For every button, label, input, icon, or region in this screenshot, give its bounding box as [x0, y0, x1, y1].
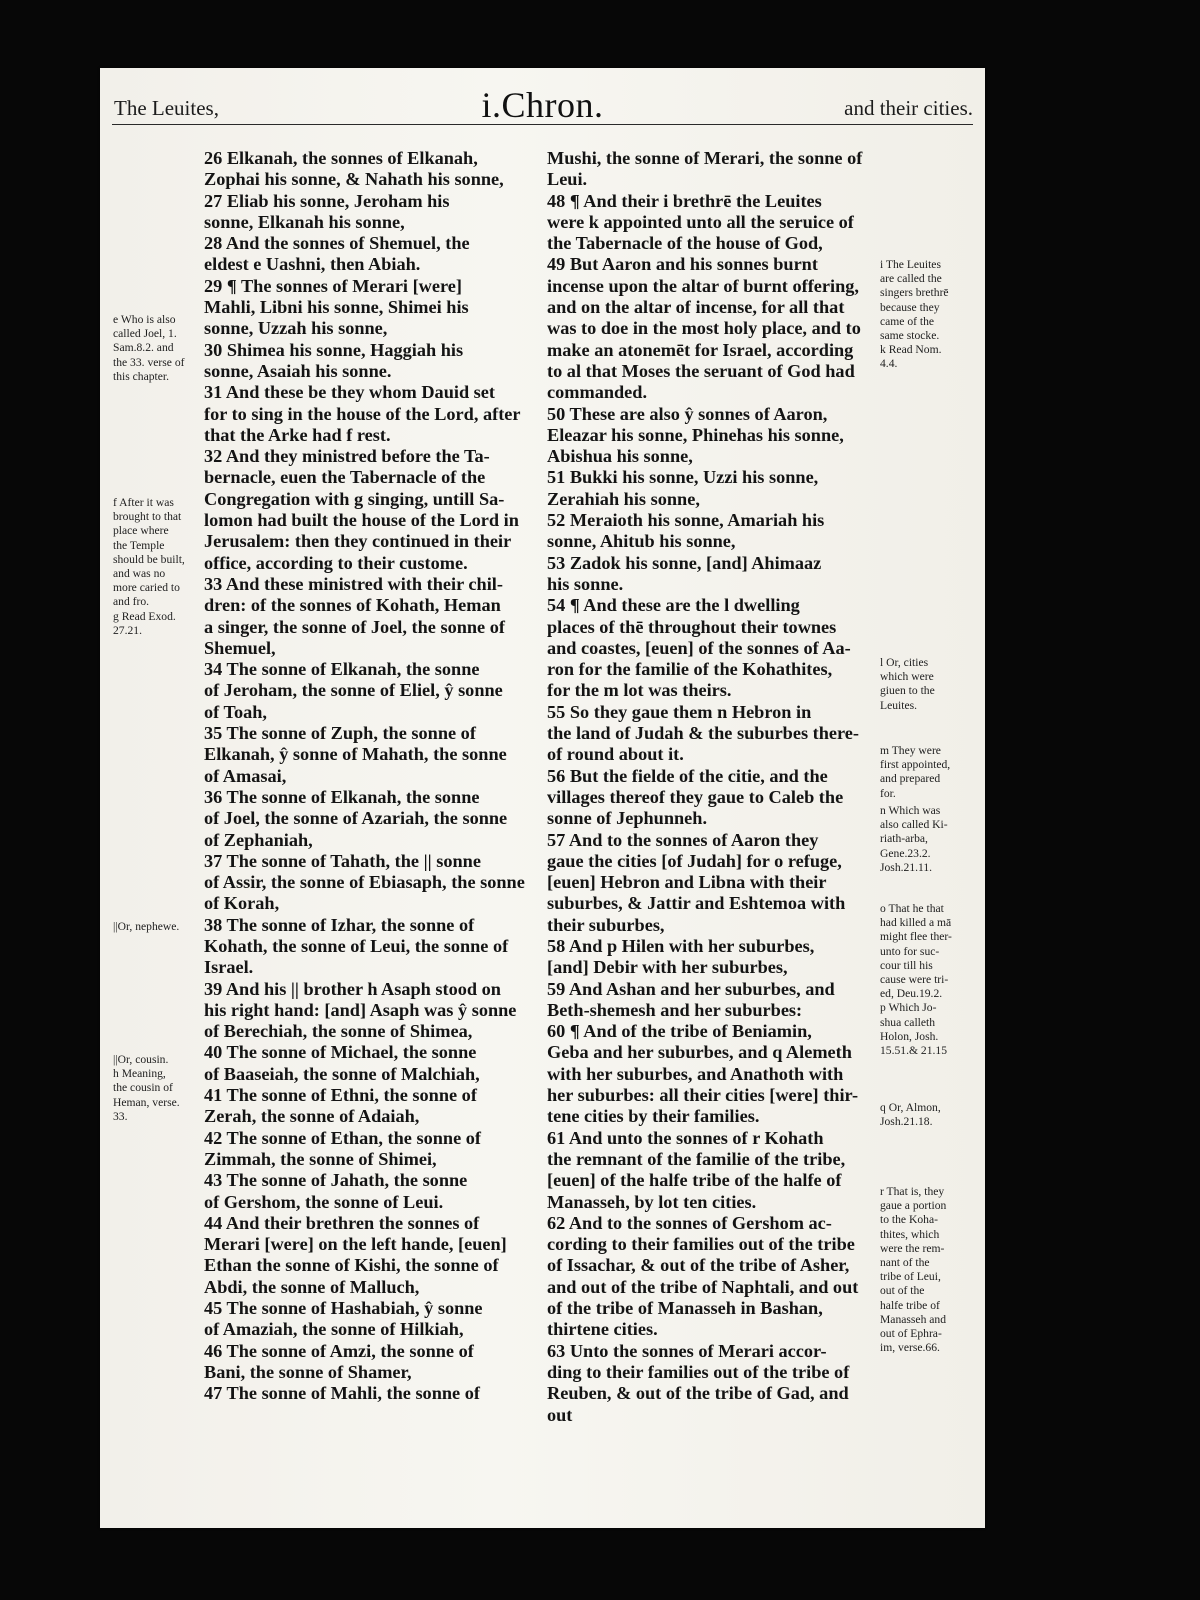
verse-line: [euen] of the halfe tribe of the halfe of	[547, 1170, 842, 1191]
verse-line: of Baaseiah, the sonne of Malchiah,	[204, 1063, 480, 1084]
verse-line: 36 The sonne of Elkanah, the sonne	[204, 786, 480, 807]
margin-note	[880, 1101, 980, 1129]
margin-note-line: singers brethrē	[880, 286, 949, 300]
margin-note-line: unto for suc-	[880, 944, 940, 958]
verse-line: Shemuel,	[204, 637, 276, 658]
verse-line: Beth-shemesh and her suburbes:	[547, 999, 803, 1020]
verse-line: 46 The sonne of Amzi, the sonne of	[204, 1340, 474, 1361]
margin-note-line: halfe tribe of	[880, 1298, 940, 1312]
verse-line: bernacle, euen the Tabernacle of the	[204, 467, 486, 488]
verse-line: that the Arke had f rest.	[204, 424, 391, 445]
margin-note-line: 33.	[113, 1109, 128, 1123]
verse-line: Elkanah, ŷ sonne of Mahath, the sonne	[204, 744, 507, 765]
verse-line: 38 The sonne of Izhar, the sonne of	[204, 914, 475, 935]
margin-note	[880, 258, 980, 372]
verse-line: 55 So they gaue them n Hebron in	[547, 701, 812, 722]
margin-note-line: and prepared	[880, 772, 941, 786]
verse-line: lomon had built the house of the Lord in	[204, 510, 519, 531]
verse-line: of Joel, the sonne of Azariah, the sonne	[204, 808, 508, 829]
margin-note-line: for.	[880, 786, 896, 800]
verse-line: Israel.	[204, 957, 254, 978]
verse-line: their suburbes,	[547, 914, 665, 935]
verse-line: and out of the tribe of Naphtali, and out	[547, 1276, 859, 1297]
margin-note-line: and fro.	[113, 595, 150, 609]
margin-note-line: ed, Deu.19.2.	[880, 987, 943, 1001]
verse-line: and coastes, [euen] of the sonnes of Aa-	[547, 637, 851, 658]
margin-note-line: because they	[880, 300, 940, 314]
margin-note-line: first appointed,	[880, 758, 951, 772]
margin-note-line: had killed a mā	[880, 916, 952, 930]
margin-note-line: this chapter.	[113, 369, 170, 383]
verse-line: of Gershom, the sonne of Leui.	[204, 1191, 444, 1212]
margin-note-line: im, verse.66.	[880, 1341, 940, 1355]
verse-line: Jerusalem: then they continued in their	[204, 531, 512, 552]
margin-note-line: riath-arba,	[880, 832, 928, 846]
verse-line: 47 The sonne of Mahli, the sonne of	[204, 1383, 480, 1404]
verse-line: Bani, the sonne of Shamer,	[204, 1361, 412, 1382]
margin-note-line: 15.51.& 21.15	[880, 1044, 947, 1058]
margin-note-line: which were	[880, 670, 934, 684]
verse-line: out	[547, 1404, 573, 1425]
verse-line: eldest e Uashni, then Abiah.	[204, 254, 421, 275]
verse-line: 56 But the fielde of the citie, and the	[547, 765, 828, 786]
verse-line: of Toah,	[204, 701, 268, 722]
margin-note-line: h Meaning,	[113, 1067, 166, 1081]
margin-note-line: shua calleth	[880, 1015, 936, 1029]
verse-line: 61 And unto the sonnes of r Kohath	[547, 1127, 824, 1148]
margin-note-line: cause were tri-	[880, 973, 949, 987]
verse-line: 51 Bukki his sonne, Uzzi his sonne,	[547, 467, 819, 488]
verse-line: [euen] Hebron and Libna with their	[547, 872, 827, 893]
verse-line: 41 The sonne of Ethni, the sonne of	[204, 1085, 477, 1106]
margin-note-line: Gene.23.2.	[880, 846, 931, 860]
margin-note-line: Josh.21.18.	[880, 1115, 933, 1129]
margin-note-line: the 33. verse of	[113, 355, 185, 369]
verse-line: sonne of Jephunneh.	[547, 808, 708, 829]
margin-note-line: Holon, Josh.	[880, 1029, 939, 1043]
margin-note	[880, 804, 980, 875]
verse-line: 48 ¶ And their i brethrē the Leuites	[547, 190, 822, 211]
verse-line: his sonne.	[547, 573, 624, 594]
verse-line: 44 And their brethren the sonnes of	[204, 1212, 480, 1233]
margin-note-line: brought to that	[113, 510, 182, 524]
verse-line: her suburbes: all their cities [were] thir-	[547, 1085, 859, 1106]
margin-note-line: are called the	[880, 272, 942, 286]
margin-note-line: also called Ki-	[880, 818, 948, 832]
verse-line: the remnant of the familie of the tribe,	[547, 1148, 846, 1169]
margin-note-line: the cousin of	[113, 1081, 173, 1095]
margin-note-line: Heman, verse.	[113, 1095, 180, 1109]
verse-line: [and] Debir with her suburbes,	[547, 957, 788, 978]
verse-line: 62 And to the sonnes of Gershom ac-	[547, 1212, 832, 1233]
verse-line: 31 And these be they whom Dauid set	[204, 382, 495, 403]
verse-line: 29 ¶ The sonnes of Merari [were]	[204, 275, 462, 296]
verse-line: 52 Meraioth his sonne, Amariah his	[547, 510, 825, 531]
verse-line: 26 Elkanah, the sonnes of Elkanah,	[204, 148, 478, 168]
verse-line: of round about it.	[547, 744, 684, 765]
margin-note	[113, 496, 205, 638]
verse-line: with her suburbes, and Anathoth with	[547, 1063, 844, 1084]
margin-note-line: ||Or, nephewe.	[113, 920, 180, 933]
verse-line: 28 And the sonnes of Shemuel, the	[204, 233, 470, 254]
verse-line: sonne, Elkanah his sonne,	[204, 211, 405, 232]
verse-line: thirtene cities.	[547, 1319, 658, 1340]
margin-note-line: f After it was	[113, 496, 174, 509]
margin-note-line: called Joel, 1.	[113, 327, 177, 341]
verse-line: of Amaziah, the sonne of Hilkiah,	[204, 1319, 464, 1340]
margin-note-line: r That is, they	[880, 1185, 945, 1198]
verse-line: 57 And to the sonnes of Aaron they	[547, 829, 819, 850]
margin-note	[880, 902, 980, 1058]
verse-line: 32 And they ministred before the Ta-	[204, 446, 490, 467]
verse-line: 33 And these ministred with their chil-	[204, 573, 503, 594]
margin-note-line: more caried to	[113, 581, 180, 595]
margin-note-line: nant of the	[880, 1256, 930, 1270]
verse-line: Reuben, & out of the tribe of Gad, and	[547, 1383, 849, 1404]
margin-note-line: i The Leuites	[880, 258, 941, 271]
verse-line: of the tribe of Manasseh in Bashan,	[547, 1298, 823, 1319]
verse-line: Eleazar his sonne, Phinehas his sonne,	[547, 424, 844, 445]
verse-line: 53 Zadok his sonne, [and] Ahimaaz	[547, 552, 822, 573]
verse-line: 54 ¶ And these are the l dwelling	[547, 595, 800, 616]
verse-line: 39 And his || brother h Asaph stood on	[204, 978, 501, 999]
verse-line: sonne, Ahitub his sonne,	[547, 531, 736, 552]
margin-note-line: should be built,	[113, 552, 185, 566]
verse-line: Ethan the sonne of Kishi, the sonne of	[204, 1255, 499, 1276]
margin-note-line: out of Ephra-	[880, 1327, 942, 1341]
margin-note-line: giuen to the	[880, 684, 935, 698]
verse-line: 60 ¶ And of the tribe of Beniamin,	[547, 1021, 812, 1042]
margin-note	[880, 744, 980, 801]
margin-note	[113, 920, 205, 934]
verse-line: Abishua his sonne,	[547, 446, 693, 467]
verse-line: of Korah,	[204, 893, 280, 914]
running-head-left: The Leuites,	[114, 96, 219, 120]
margin-note-line: 27.21.	[113, 623, 142, 637]
verse-line: Abdi, the sonne of Malluch,	[204, 1276, 420, 1297]
book-title: i.Chron.	[481, 85, 604, 125]
verse-line: Leui.	[547, 169, 588, 190]
verse-line: ron for the familie of the Kohathites,	[547, 659, 833, 680]
running-head-right: and their cities.	[844, 96, 973, 120]
margin-note-line: l Or, cities	[880, 656, 929, 669]
verse-line: Geba and her suburbes, and q Alemeth	[547, 1042, 852, 1063]
margin-note-line: ||Or, cousin.	[113, 1053, 169, 1066]
verse-line: 43 The sonne of Jahath, the sonne	[204, 1170, 468, 1191]
margin-note-line: m They were	[880, 744, 941, 757]
verse-line: the land of Judah & the suburbes there-	[547, 723, 860, 744]
verse-line: his right hand: [and] Asaph was ŷ sonne	[204, 999, 517, 1020]
verse-line: of Issachar, & out of the tribe of Asher,	[547, 1255, 850, 1276]
verse-line: Congregation with g singing, untill Sa-	[204, 488, 505, 509]
verse-line: ding to their families out of the tribe of	[547, 1361, 850, 1382]
verse-line: the Tabernacle of the house of God,	[547, 233, 823, 254]
verse-line: 40 The sonne of Michael, the sonne	[204, 1042, 477, 1063]
margin-note-line: p Which Jo-	[880, 1001, 937, 1015]
verse-line: 27 Eliab his sonne, Jeroham his	[204, 190, 450, 211]
running-head	[112, 84, 973, 125]
margin-note-line: gaue a portion	[880, 1199, 947, 1213]
margin-note	[113, 1053, 205, 1124]
margin-note-line: Leuites.	[880, 698, 918, 712]
verse-line: and on the altar of incense, for all that	[547, 297, 845, 318]
margin-note-line: thites, which	[880, 1227, 940, 1241]
verse-line: Zimmah, the sonne of Shimei,	[204, 1148, 437, 1169]
verse-line: of Zephaniah,	[204, 829, 313, 850]
verse-line: places of thē throughout their townes	[547, 616, 837, 637]
verse-line: Zophai his sonne, & Nahath his sonne,	[204, 169, 504, 190]
verse-line: Manasseh, by lot ten cities.	[547, 1191, 757, 1212]
margin-note-line: the Temple	[113, 538, 165, 552]
verse-line: office, according to their custome.	[204, 552, 468, 573]
verse-line: for to sing in the house of the Lord, after	[204, 403, 521, 424]
verse-line: 58 And p Hilen with her suburbes,	[547, 935, 815, 956]
verse-line: was to doe in the most holy place, and to	[547, 318, 861, 339]
verse-line: 42 The sonne of Ethan, the sonne of	[204, 1127, 481, 1148]
margin-note-line: out of the	[880, 1284, 925, 1298]
margin-note-line: were the rem-	[880, 1241, 945, 1255]
verse-line: 63 Unto the sonnes of Merari accor-	[547, 1340, 827, 1361]
verse-line: Mushi, the sonne of Merari, the sonne of	[547, 148, 863, 168]
verse-line: to al that Moses the seruant of God had	[547, 360, 855, 381]
bible-page	[100, 68, 985, 1528]
margin-note-line: q Or, Almon,	[880, 1101, 941, 1114]
margin-note	[880, 656, 980, 713]
verse-line: of Assir, the sonne of Ebiasaph, the sonne	[204, 872, 525, 893]
verse-line: 49 But Aaron and his sonnes burnt	[547, 254, 818, 275]
verse-line: Merari [were] on the left hande, [euen]	[204, 1234, 507, 1255]
margin-note-line: Manasseh and	[880, 1312, 947, 1326]
verse-line: Zerahiah his sonne,	[547, 488, 700, 509]
verse-line: dren: of the sonnes of Kohath, Heman	[204, 595, 501, 616]
margin-note-line: came of the	[880, 314, 935, 328]
verse-line: 35 The sonne of Zuph, the sonne of	[204, 723, 476, 744]
verse-line: gaue the cities [of Judah] for o refuge,	[547, 850, 842, 871]
verse-line: 59 And Ashan and her suburbes, and	[547, 978, 835, 999]
verse-line: of Berechiah, the sonne of Shimea,	[204, 1021, 473, 1042]
margin-note-line: 4.4.	[880, 357, 898, 371]
margin-note-line: to the Koha-	[880, 1213, 938, 1227]
verse-line: tene cities by their families.	[547, 1106, 760, 1127]
margin-note-line: k Read Nom.	[880, 343, 942, 357]
verse-line: Kohath, the sonne of Leui, the sonne of	[204, 935, 509, 956]
verse-line: 50 These are also ŷ sonnes of Aaron,	[547, 403, 828, 424]
margin-note-line: and was no	[113, 567, 166, 581]
verse-line: make an atonemēt for Israel, according	[547, 339, 854, 360]
margin-note	[880, 1185, 980, 1355]
verse-line: 37 The sonne of Tahath, the || sonne	[204, 850, 481, 871]
verse-line: for the m lot was theirs.	[547, 680, 732, 701]
margin-note-line: might flee ther-	[880, 930, 952, 944]
margin-note-line: g Read Exod.	[113, 609, 176, 623]
margin-note-line: e Who is also	[113, 313, 176, 326]
verse-line: were k appointed unto all the seruice of	[547, 211, 854, 232]
margin-note	[113, 313, 205, 384]
verse-line: sonne, Asaiah his sonne.	[204, 360, 392, 381]
verse-line: commanded.	[547, 382, 648, 403]
margin-note-line: same stocke.	[880, 329, 940, 343]
verse-line: cording to their families out of the tribe	[547, 1234, 855, 1255]
verse-line: Mahli, Libni his sonne, Shimei his	[204, 297, 469, 318]
verse-line: sonne, Uzzah his sonne,	[204, 318, 388, 339]
margin-note-line: place where	[113, 524, 169, 538]
margin-note-line: o That he that	[880, 902, 944, 915]
verse-line: incense upon the altar of burnt offering,	[547, 275, 859, 296]
verse-line: of Jeroham, the sonne of Eliel, ŷ sonne	[204, 680, 503, 701]
verse-line: of Amasai,	[204, 765, 287, 786]
margin-note-line: n Which was	[880, 804, 941, 817]
verse-line: Zerah, the sonne of Adaiah,	[204, 1106, 420, 1127]
verse-line: villages thereof they gaue to Caleb the	[547, 786, 844, 807]
margin-note-line: Josh.21.11.	[880, 860, 933, 874]
verse-line: suburbes, & Jattir and Eshtemoa with	[547, 893, 846, 914]
verse-line: 30 Shimea his sonne, Haggiah his	[204, 339, 464, 360]
margin-note-line: cour till his	[880, 958, 933, 972]
margin-note-line: tribe of Leui,	[880, 1270, 941, 1284]
verse-line: a singer, the sonne of Joel, the sonne of	[204, 616, 505, 637]
right-text-column	[547, 148, 892, 1426]
verse-line: 45 The sonne of Hashabiah, ŷ sonne	[204, 1298, 483, 1319]
margin-note-line: Sam.8.2. and	[113, 341, 174, 355]
verse-line: 34 The sonne of Elkanah, the sonne	[204, 659, 480, 680]
